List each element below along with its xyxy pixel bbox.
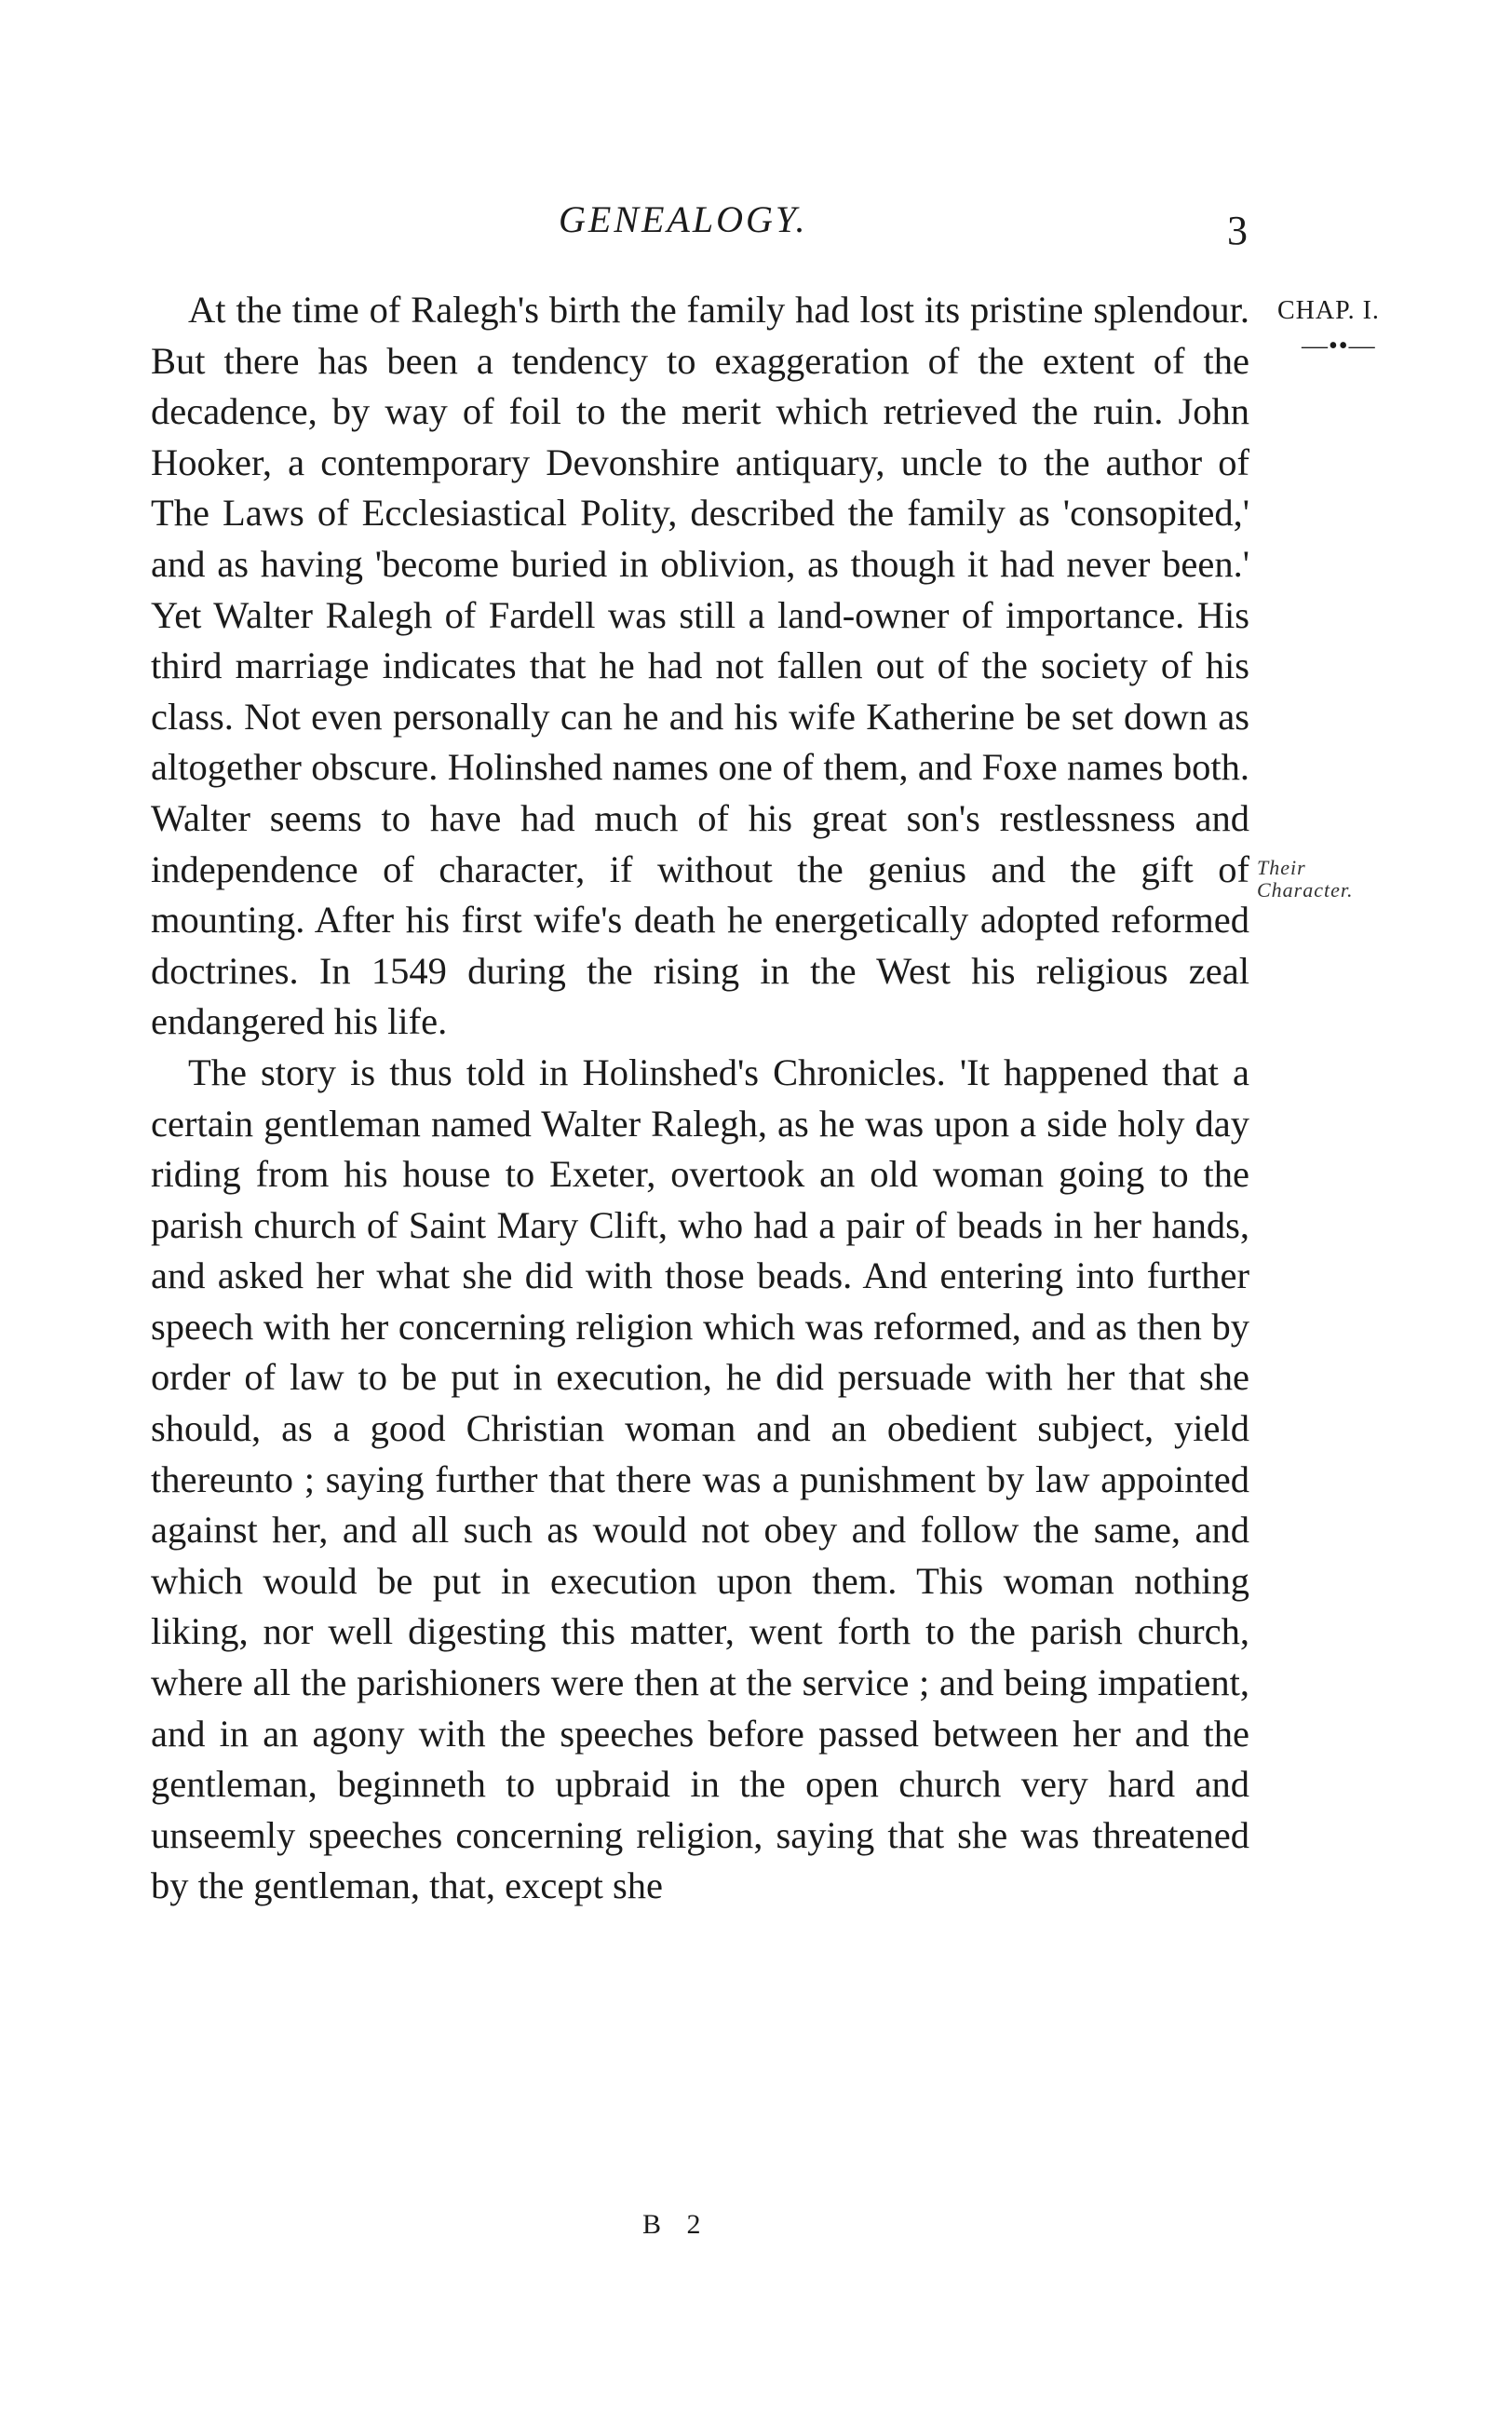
paragraph-1: At the time of Ralegh's birth the family had lost its pristine splendour. But there has been a tendency to exaggeration of the extent of the decadence, by way of foil to the merit which retrieved the ruin. John Hooker, a contemporary Devonshire antiquary, uncle to the author of The Laws of Ecclesiastical Polity, described the family as 'consopited,' and as having 'become buried in oblivion, as though it had never been.' Yet Walter Ralegh of Fardell was still a land-owner of importance. His third marriage indicates that he had not fallen out of the society of his class. Not even personally can he and his wife Katherine be set down as altogether obscure. Holinshed names one of them, and Foxe names both. Walter seems to have had much of his great son's restlessness and independence of character, if without the genius and the gift of mounting. After his first wife's death he energetically adopted reformed doctrines. In 1549 during the rising in the West his religious zeal endangered his life. bbox=[151, 289, 1249, 1043]
margin-ornament: —••— bbox=[1302, 332, 1376, 360]
margin-chapter-label: CHAP. I. bbox=[1277, 296, 1380, 325]
body-text bbox=[151, 285, 1249, 1912]
margin-note-character: Their Character. bbox=[1257, 856, 1354, 901]
running-title: GENEALOGY. bbox=[559, 198, 808, 240]
paragraph-2: The story is thus told in Holinshed's Chronicles. 'It happened that a certain gentleman named Walter Ralegh, as he was upon a side holy day riding from his house to Exeter, overtook an old woman going to the parish church of Saint Mary Clift, who had a pair of beads in her hands, and asked her what she did with those beads. And entering into further speech with her concerning religion which was reformed, and as then by order of law to be put in execution, he did persuade with her that she should, as a good Christian woman and an obedient subject, yield thereunto ; saying further that there was a punishment by law appointed against her, and all such as would not obey and follow the same, and which would be put in execution upon them. This woman nothing liking, nor well digesting this matter, went forth to the parish church, where all the parishioners were then at the service ; and being impatient, and in an agony with the speeches before passed between her and the gentleman, beginneth to upbraid in the open church very hard and unseemly speeches concerning religion, saying that she was threatened by the gentleman, that, except she bbox=[151, 1051, 1249, 1907]
page-number: 3 bbox=[1227, 208, 1248, 253]
signature-mark: B 2 bbox=[642, 2209, 710, 2240]
